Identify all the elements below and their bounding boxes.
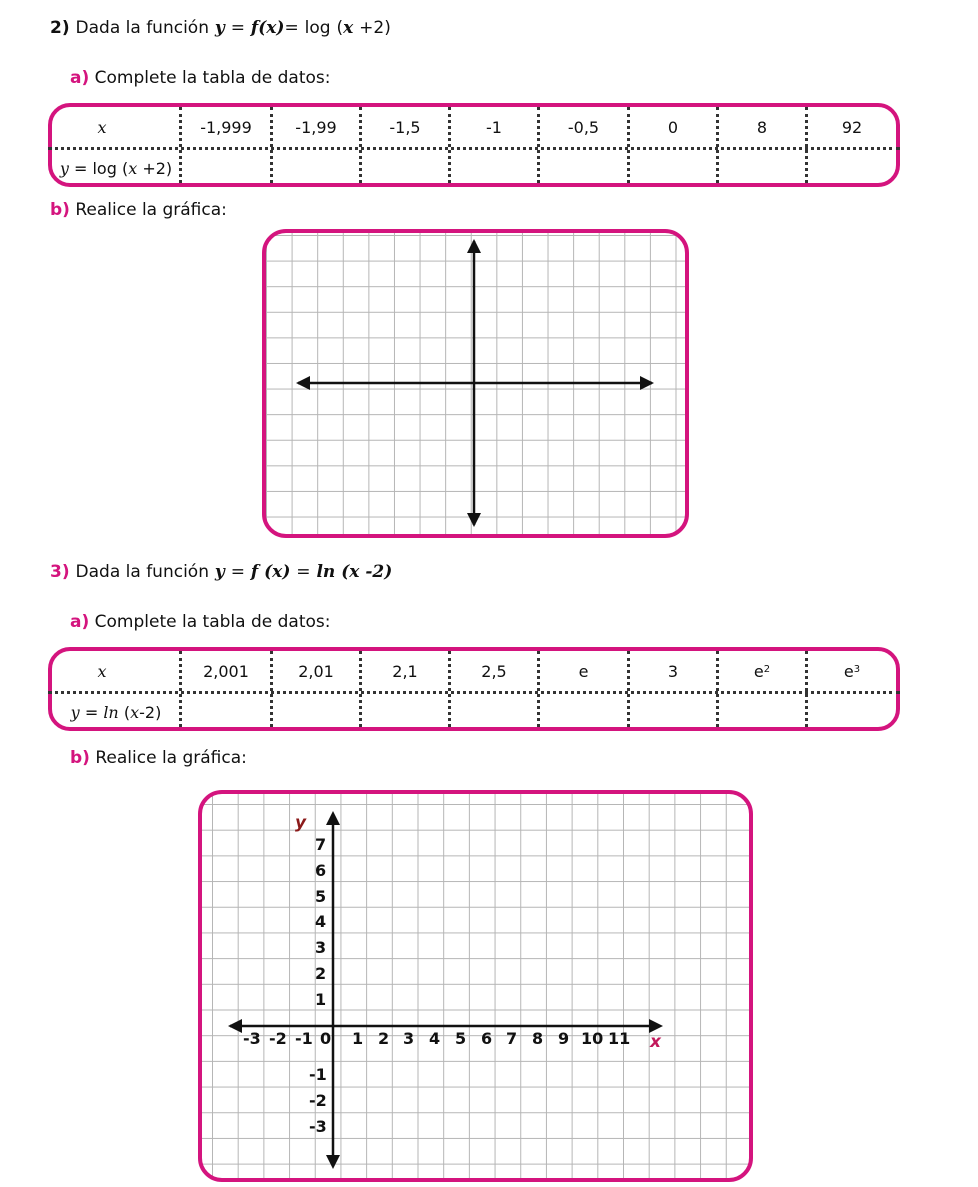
table-cell: -1 [486, 117, 502, 137]
table-cell: 8 [756, 117, 768, 137]
graph-grid-log [262, 229, 689, 538]
y-tick-label: -1 [309, 1065, 327, 1084]
table-row-divider [48, 691, 900, 694]
table-cell: e $^3$ [843, 661, 861, 681]
graph-axes-ln [198, 790, 753, 1182]
table-row-label-y: y = ln ( x -2) [70, 702, 162, 722]
table-cell: e [578, 661, 589, 681]
y-tick-label: 2 [315, 964, 327, 983]
table-header-x: x [97, 117, 107, 137]
x-tick-label: 5 [455, 1029, 467, 1048]
table-cell: 2,5 [481, 661, 507, 681]
table-cell: 92 [841, 117, 863, 137]
table-header-x: x [97, 661, 107, 681]
y-tick-label: -3 [309, 1117, 327, 1136]
y-tick-label: 5 [315, 887, 327, 906]
x-tick-label: -1 [295, 1029, 313, 1048]
x-tick-label: 10 [581, 1029, 604, 1048]
table-cell: -1,5 [389, 117, 421, 137]
y-axis-arrow-down-icon [467, 513, 481, 527]
x-axis-arrow-right-icon [640, 376, 654, 390]
data-table-log [48, 103, 900, 187]
problem-3-part-a: a) Complete la tabla de datos: [70, 612, 331, 632]
table-cell: 2,1 [392, 661, 418, 681]
x-axis-arrow-right-icon [649, 1019, 663, 1033]
graph-grid-ln [198, 790, 753, 1182]
table-cell: -0,5 [567, 117, 600, 137]
table-cell: 2,01 [298, 661, 334, 681]
table-cell: 2,001 [203, 661, 249, 681]
y-axis-arrow-up-icon [467, 239, 481, 253]
table-cell: e $^2$ [753, 661, 771, 681]
table-cell: 0 [667, 117, 679, 137]
table-cell: -1,999 [200, 117, 252, 137]
x-axis-arrow-left-icon [296, 376, 310, 390]
x-tick-label: 8 [532, 1029, 544, 1048]
problem-2-heading: 2) Dada la función y = f(x)= log (x +2) [50, 18, 391, 38]
x-tick-label: 6 [481, 1029, 493, 1048]
x-tick-label: -2 [269, 1029, 287, 1048]
y-tick-label: 7 [315, 835, 327, 854]
problem-3-heading: 3) Dada la función y = f (x) = ln (x -2) [50, 562, 393, 582]
y-tick-label: 3 [315, 938, 327, 957]
y-axis-arrow-down-icon [326, 1155, 340, 1169]
table-row-label-y: y = log ( x +2) [59, 158, 173, 178]
table-cell: 3 [667, 661, 679, 681]
x-tick-label: 1 [352, 1029, 364, 1048]
x-tick-label: 7 [506, 1029, 518, 1048]
graph-axes-log [262, 229, 689, 538]
x-tick-label-origin: 0 [320, 1029, 332, 1048]
y-tick-label: -2 [309, 1091, 327, 1110]
x-tick-label: -3 [243, 1029, 261, 1048]
x-tick-label: 11 [608, 1029, 631, 1048]
problem-2-part-b: b) Realice la gráfica: [50, 200, 227, 220]
problem-2-part-a: a) Complete la tabla de datos: [70, 68, 331, 88]
y-tick-label: 4 [315, 912, 327, 931]
y-tick-label: 1 [315, 990, 327, 1009]
data-table-ln [48, 647, 900, 731]
x-tick-label: 4 [429, 1029, 441, 1048]
x-tick-label: 9 [558, 1029, 570, 1048]
problem-3-part-b: b) Realice la gráfica: [70, 748, 247, 768]
y-axis-label: y [295, 813, 307, 833]
table-row-divider [48, 147, 900, 150]
x-tick-label: 2 [378, 1029, 390, 1048]
x-tick-label: 3 [403, 1029, 415, 1048]
x-axis-label: x [650, 1032, 661, 1052]
y-tick-label: 6 [315, 861, 327, 880]
y-axis-arrow-up-icon [326, 811, 340, 825]
x-axis-arrow-left-icon [228, 1019, 242, 1033]
table-cell: -1,99 [295, 117, 337, 137]
